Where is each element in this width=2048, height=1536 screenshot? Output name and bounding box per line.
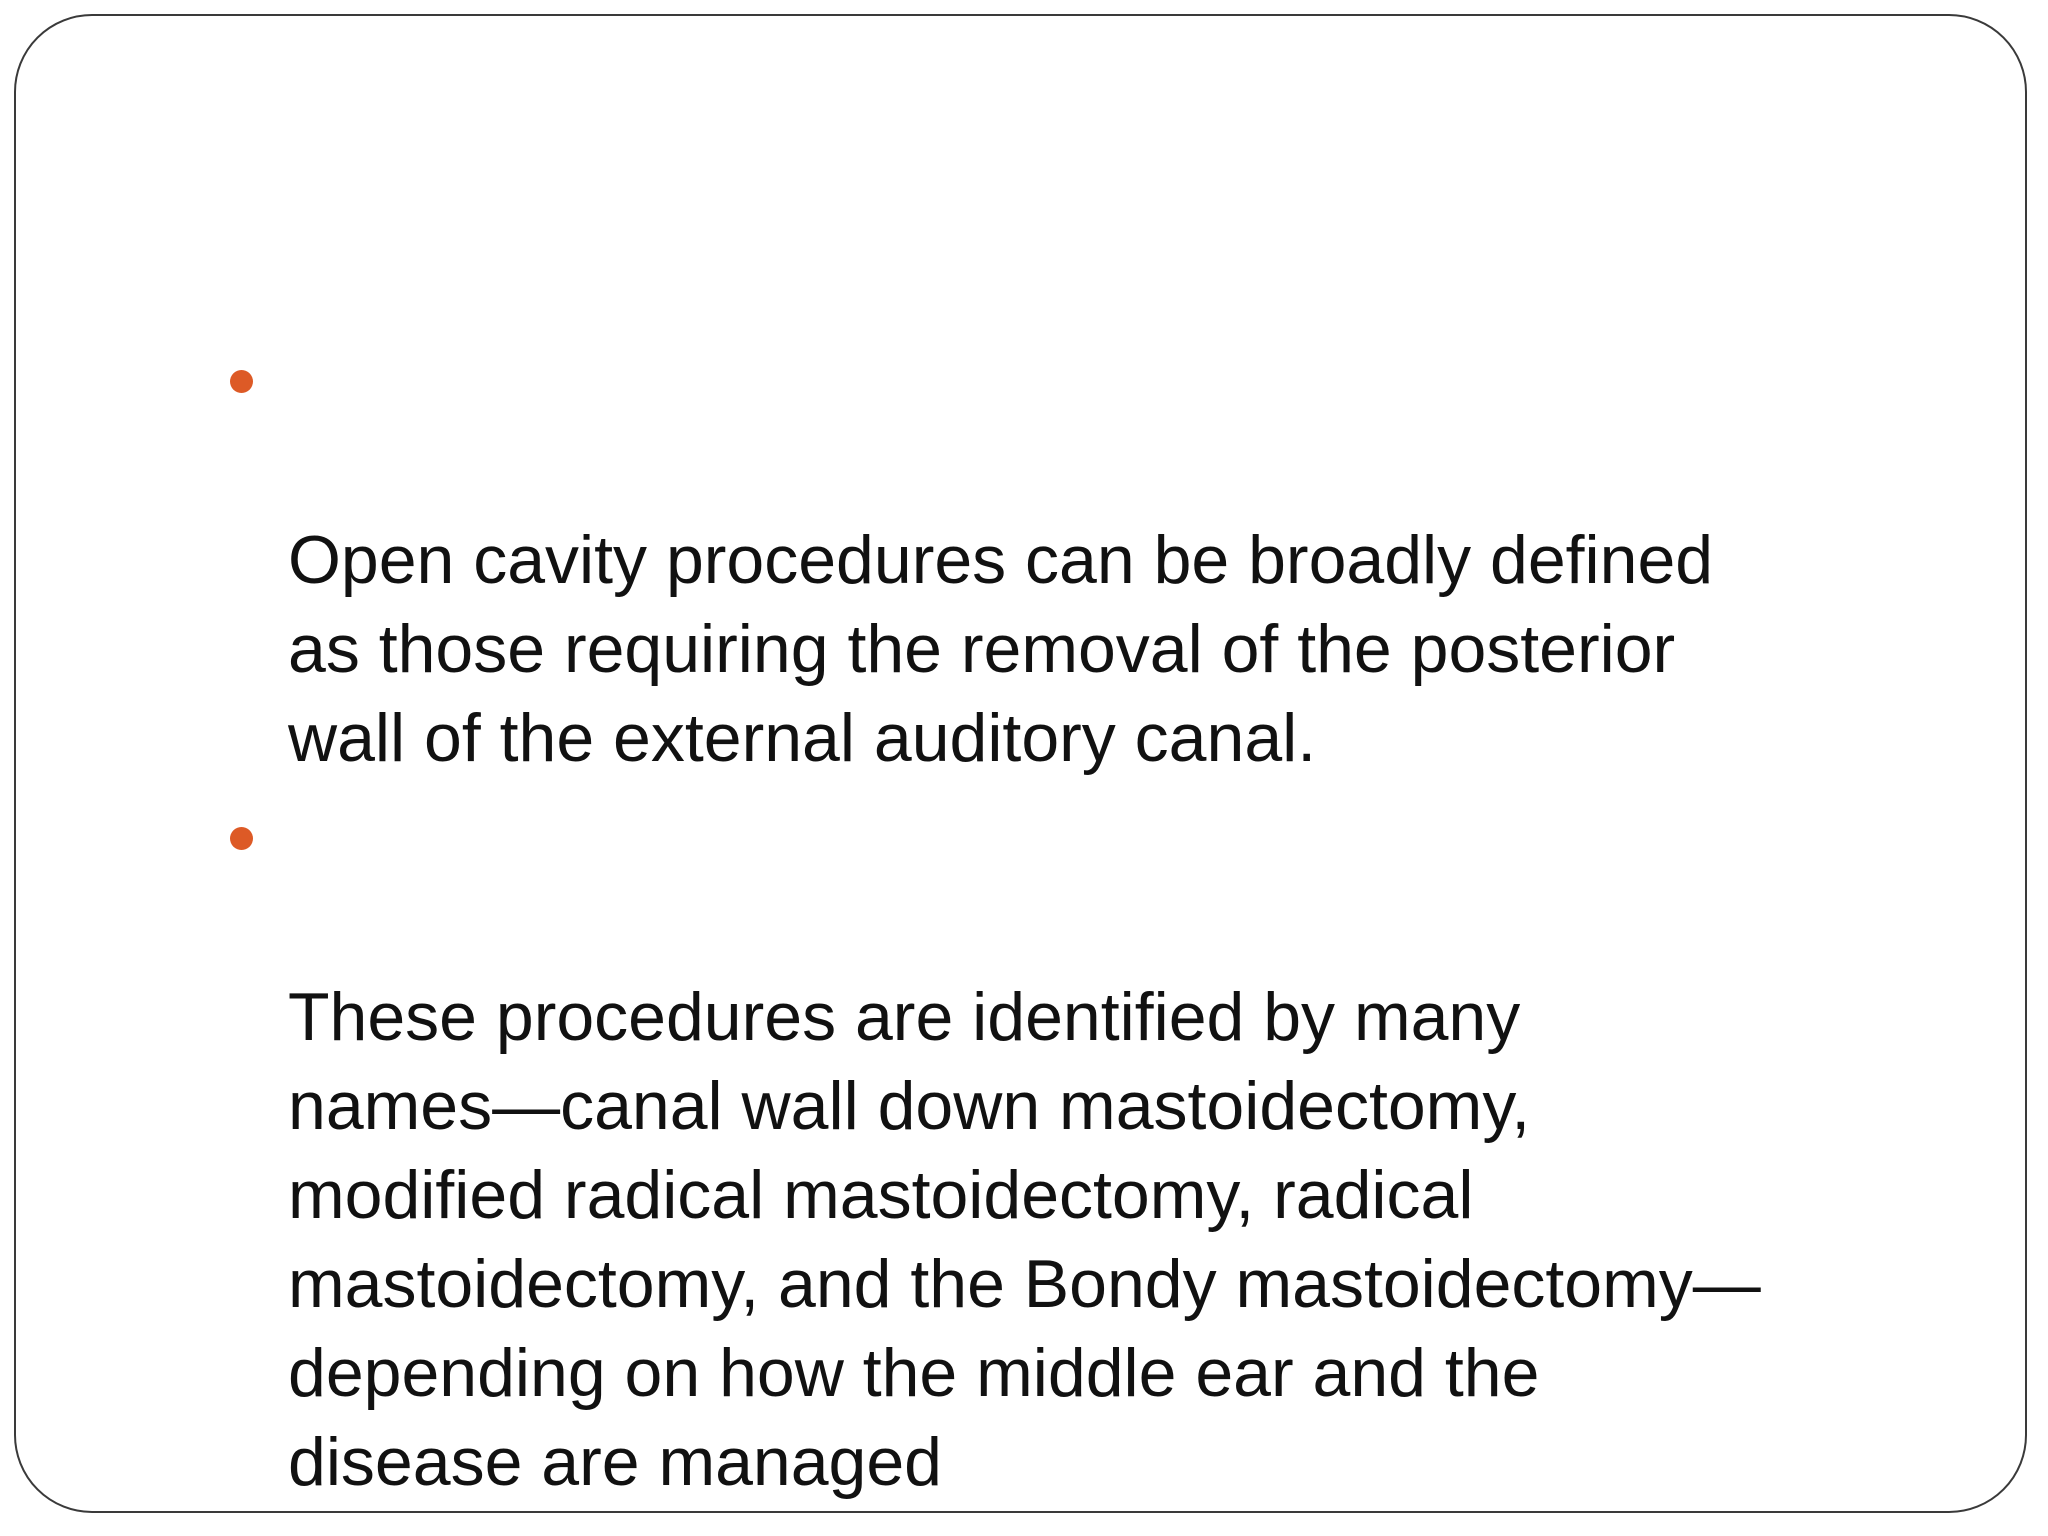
- slide-content: [230, 338, 1930, 1519]
- bullet-dot-icon: [230, 370, 253, 393]
- bullet-item: [230, 338, 1930, 783]
- bullet-text: These procedures are identified by many names—canal wall down mastoidectomy, modified radical mastoidectomy, radical mastoidectomy, and the Bondy mastoidectomy— depending on how the middle ear and the disease are managed: [288, 979, 1761, 1500]
- bullet-dot-icon: [230, 827, 253, 850]
- bullet-list: [230, 338, 1930, 1507]
- bullet-item: [230, 795, 1930, 1507]
- bullet-text: Open cavity procedures can be broadly defined as those requiring the removal of the posterior wall of the external auditory canal.: [288, 522, 1714, 776]
